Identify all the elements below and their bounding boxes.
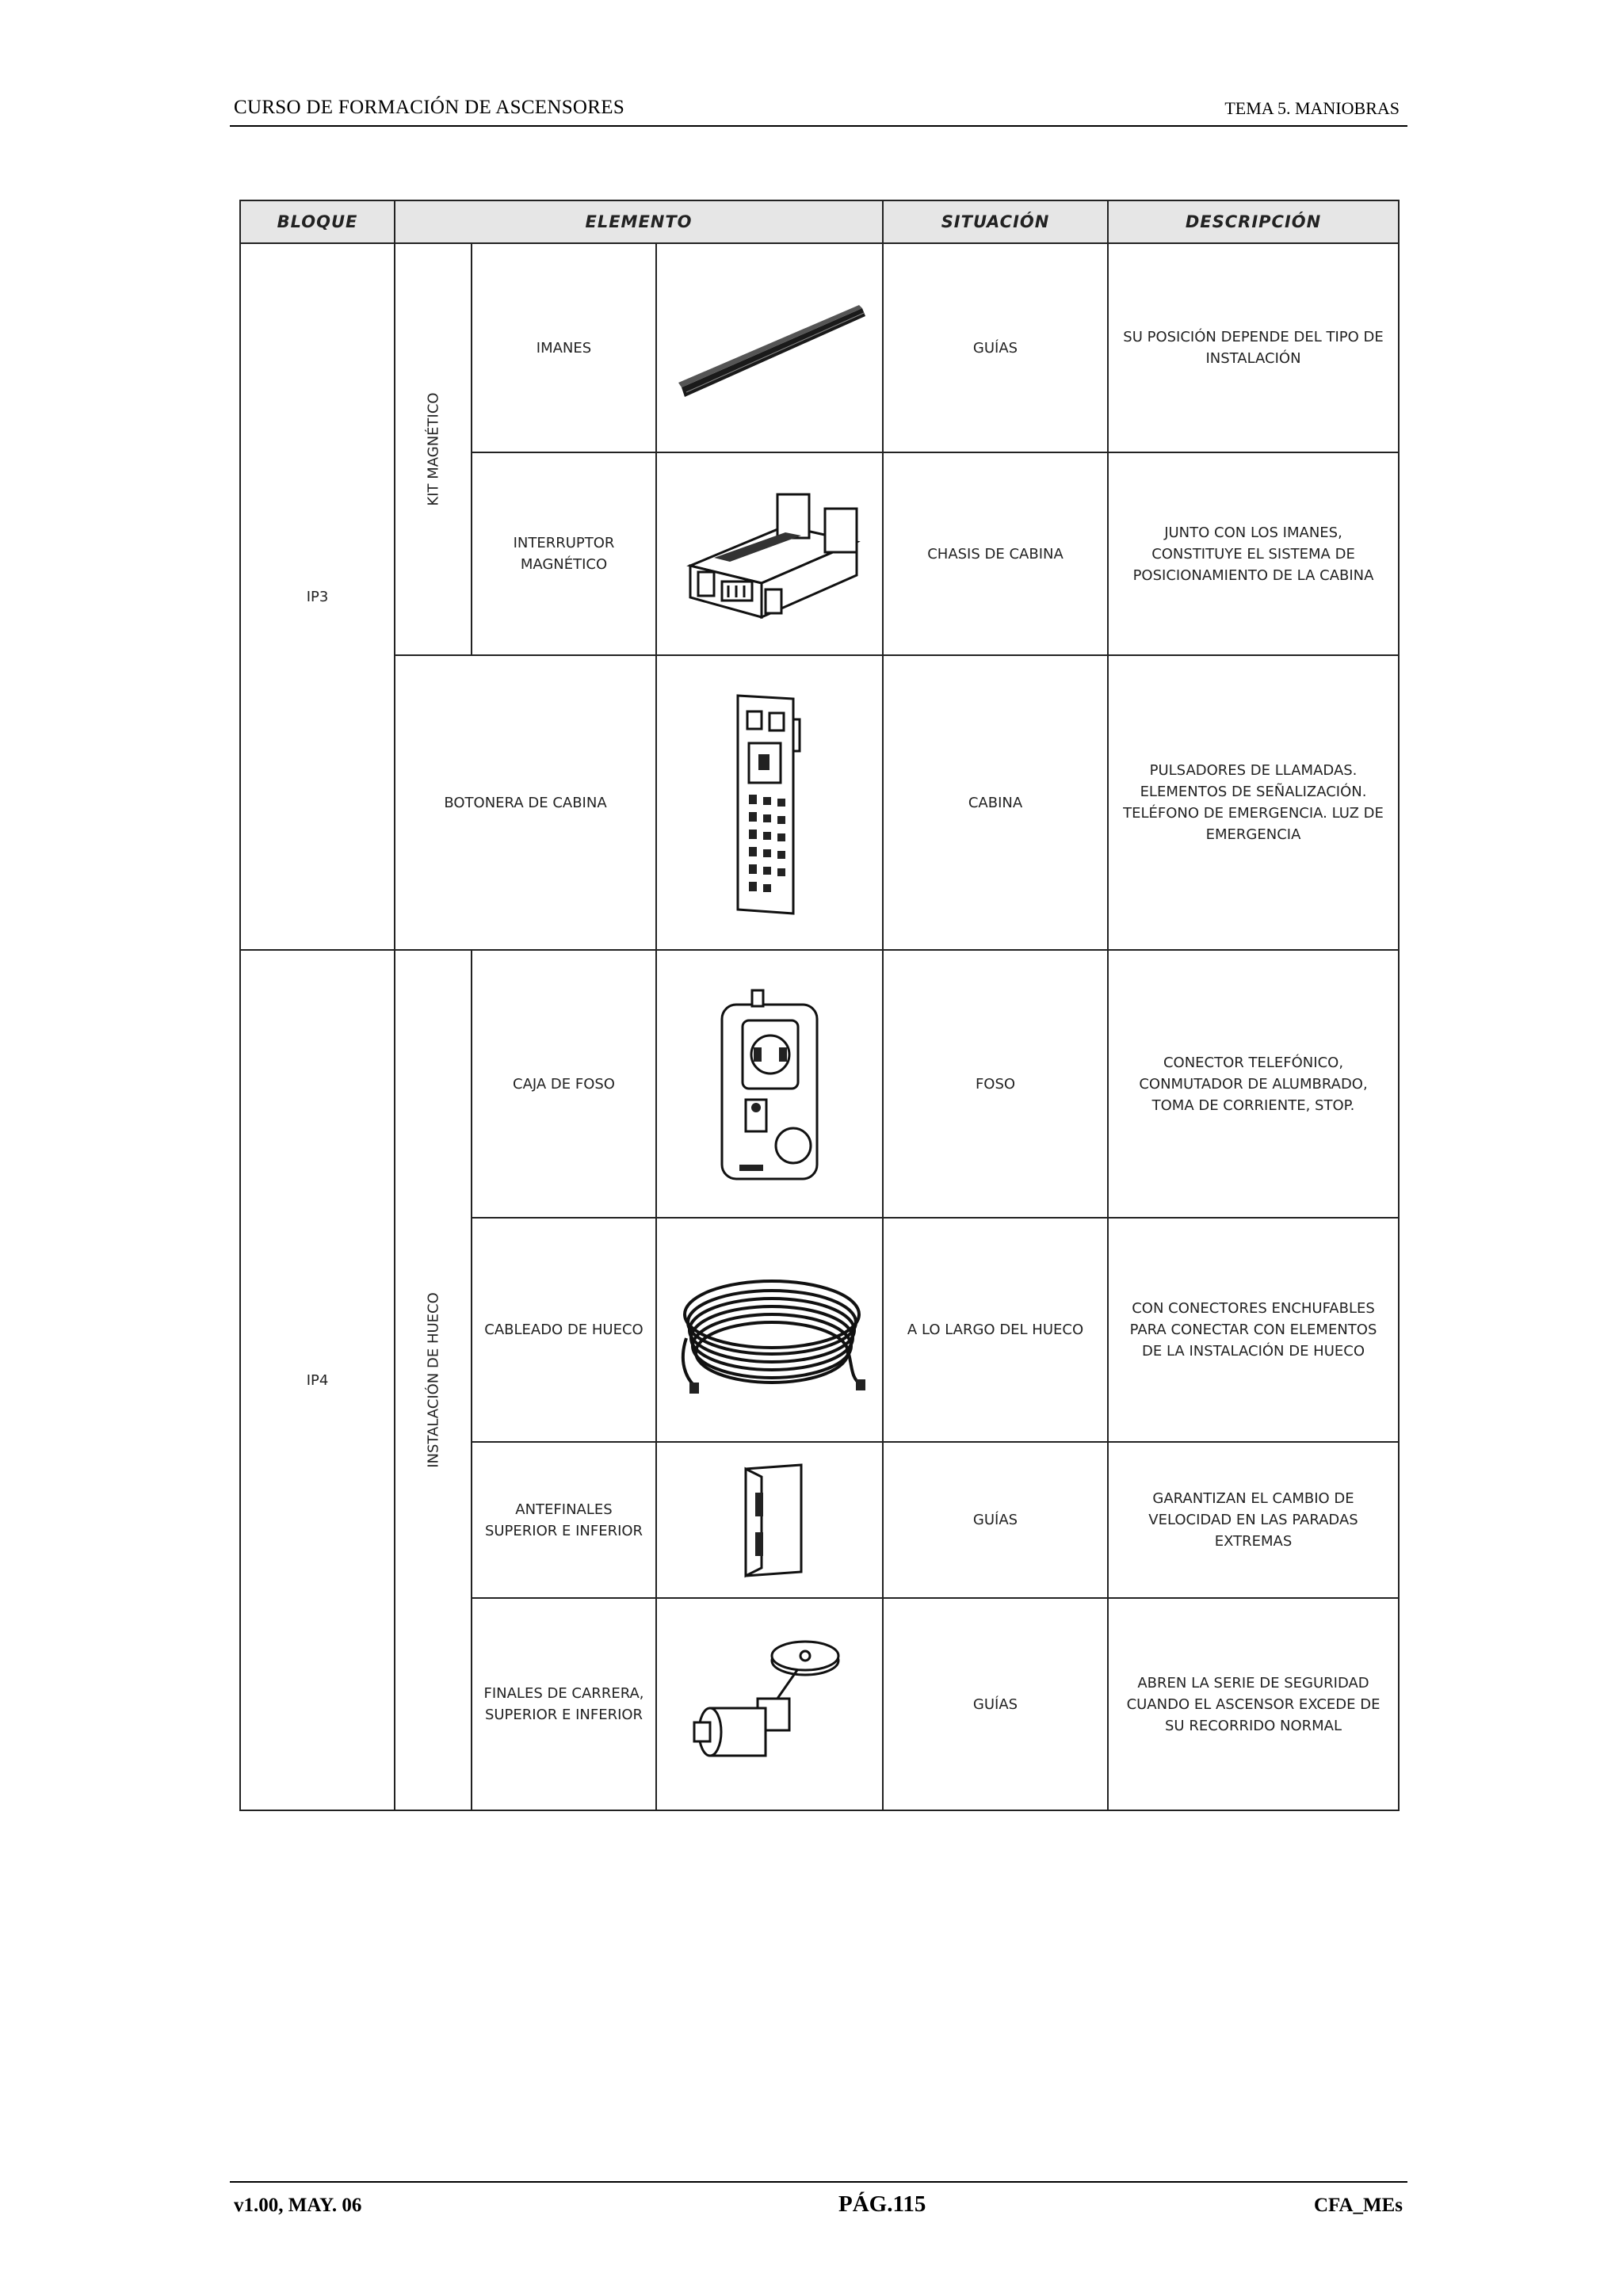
descripcion-cell [1108, 950, 1399, 1218]
column-header-elemento: ELEMENTO [395, 200, 883, 243]
magnetic-switch-icon [666, 479, 873, 629]
elemento-label: CABLEADO DE HUECO [484, 1322, 643, 1338]
table-row [240, 243, 1399, 452]
footer-page-number: PÁG.115 [838, 2191, 926, 2217]
situacion-cell [883, 452, 1108, 655]
group-cell-instalacion-de-hueco [395, 950, 472, 1810]
cabin-button-panel-icon [714, 688, 825, 917]
situacion-label: A LO LARGO DEL HUECO [907, 1322, 1084, 1338]
descripcion-cell [1108, 1218, 1399, 1442]
descripcion-cell [1108, 243, 1399, 452]
header-course-title: CURSO DE FORMACIÓN DE ASCENSORES [234, 97, 625, 118]
situacion-label: CABINA [968, 794, 1023, 811]
elemento-cell [472, 1218, 656, 1442]
descripcion-text: PULSADORES DE LLAMADAS. ELEMENTOS DE SEÑALIZACIÓN. TELÉFONO DE EMERGENCIA. LUZ DE EMERGENCIA [1123, 762, 1384, 843]
descripcion-text: GARANTIZAN EL CAMBIO DE VELOCIDAD EN LAS PARADAS EXTREMAS [1148, 1490, 1358, 1550]
limit-switch-icon [678, 1629, 861, 1779]
elemento-label: INTERRUPTOR MAGNÉTICO [513, 535, 615, 573]
footer-divider [230, 2181, 1407, 2183]
elemento-cell [472, 452, 656, 655]
descripcion-text: CONECTOR TELEFÓNICO, CONMUTADOR DE ALUMBRADO, TOMA DE CORRIENTE, STOP. [1139, 1054, 1368, 1114]
situacion-label: FOSO [975, 1075, 1016, 1093]
group-label-instalacion-de-hueco: INSTALACIÓN DE HUECO [425, 1292, 441, 1468]
descripcion-text: SU POSICIÓN DEPENDE DEL TIPO DE INSTALACIÓN [1123, 329, 1384, 367]
cable-coil-icon [663, 1259, 876, 1402]
descripcion-text: JUNTO CON LOS IMANES, CONSTITUYE EL SISTEMA DE POSICIONAMIENTO DE LA CABINA [1132, 524, 1374, 584]
situacion-cell [883, 1442, 1108, 1598]
elemento-label: ANTEFINALES SUPERIOR E INFERIOR [484, 1501, 643, 1539]
table-header-row [240, 200, 1399, 243]
descripcion-text: ABREN LA SERIE DE SEGURIDAD CUANDO EL ASCENSOR EXCEDE DE SU RECORRIDO NORMAL [1126, 1674, 1381, 1734]
descripcion-cell [1108, 1442, 1399, 1598]
image-cell [656, 1598, 883, 1810]
elemento-label: FINALES DE CARRERA, SUPERIOR E INFERIOR [483, 1685, 644, 1723]
table-row [240, 655, 1399, 950]
elemento-cell [472, 950, 656, 1218]
situacion-cell [883, 950, 1108, 1218]
group-cell-kit-magnetico [395, 243, 472, 655]
elemento-cell [472, 1442, 656, 1598]
elemento-label: BOTONERA DE CABINA [444, 794, 607, 811]
footer-version: v1.00, MAY. 06 [234, 2195, 362, 2216]
bloque-cell-ip3: IP3 [240, 243, 395, 950]
image-cell [656, 655, 883, 950]
elemento-label: CAJA DE FOSO [513, 1075, 615, 1093]
situacion-cell [883, 1218, 1108, 1442]
situacion-label: GUÍAS [972, 1695, 1018, 1713]
column-header-situacion: SITUACIÓN [883, 200, 1108, 243]
situacion-label: GUÍAS [972, 339, 1018, 357]
image-cell [656, 243, 883, 452]
elemento-cell [472, 1598, 656, 1810]
table-row [240, 950, 1399, 1218]
header-topic: TEMA 5. MANIOBRAS [1224, 98, 1400, 118]
descripcion-cell [1108, 655, 1399, 950]
descripcion-text: CON CONECTORES ENCHUFABLES PARA CONECTAR CON ELEMENTOS DE LA INSTALACIÓN DE HUECO [1129, 1300, 1377, 1360]
image-cell [656, 1218, 883, 1442]
group-label-kit-magnetico: KIT MAGNÉTICO [425, 392, 441, 506]
situacion-label: GUÍAS [972, 1512, 1018, 1528]
elemento-cell [472, 243, 656, 452]
situacion-cell [883, 1598, 1108, 1810]
magnet-strip-icon [670, 284, 869, 411]
elemento-label: IMANES [536, 339, 592, 357]
column-header-descripcion: DESCRIPCIÓN [1108, 200, 1399, 243]
situacion-cell [883, 655, 1108, 950]
image-cell [656, 1442, 883, 1598]
header-divider [230, 125, 1407, 127]
footer-doc-code: CFA_MEs [1313, 2195, 1403, 2216]
situacion-cell [883, 243, 1108, 452]
descripcion-cell [1108, 1598, 1399, 1810]
bloque-cell-ip4: IP4 [240, 950, 395, 1810]
pre-limit-bracket-icon [722, 1457, 817, 1584]
image-cell [656, 452, 883, 655]
situacion-label: CHASIS DE CABINA [927, 545, 1064, 563]
elements-table [239, 200, 1400, 1811]
pit-box-icon [706, 981, 833, 1187]
image-cell [656, 950, 883, 1218]
descripcion-cell [1108, 452, 1399, 655]
column-header-bloque: BLOQUE [240, 200, 395, 243]
elemento-cell [395, 655, 656, 950]
